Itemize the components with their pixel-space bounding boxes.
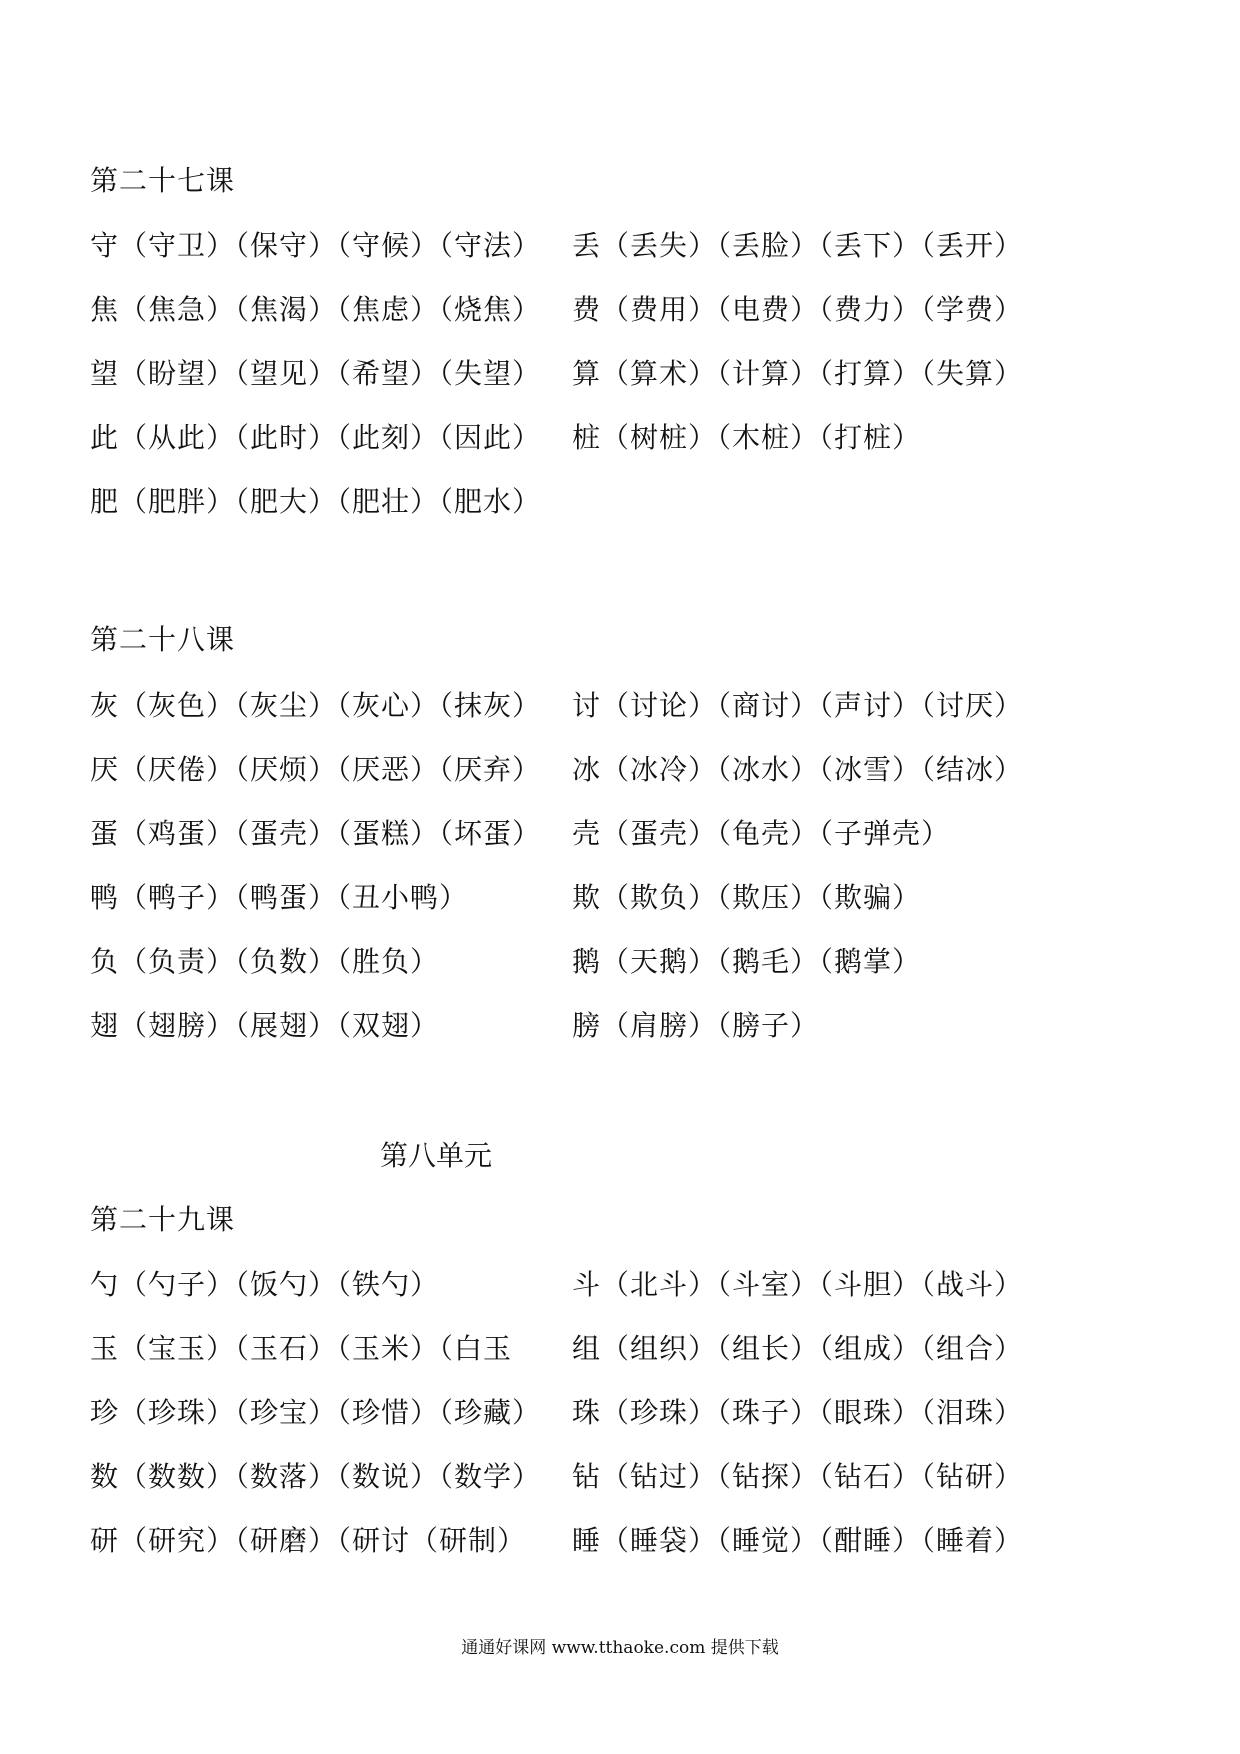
word-row bbox=[90, 942, 1190, 1006]
word-entry: 翅（翅膀）（展翅）（双翅） bbox=[90, 1009, 440, 1042]
word-entry: 算（算术）（计算）（打算）（失算） bbox=[572, 357, 1024, 390]
lesson-29 bbox=[90, 1202, 1190, 1238]
word-entry: 厌（厌倦）（厌烦）（厌恶）（厌弃） bbox=[90, 753, 542, 786]
lesson-28 bbox=[90, 622, 1190, 658]
word-entry: 鸭（鸭子）（鸭蛋）（丑小鸭） bbox=[90, 881, 469, 914]
word-entry: 负（负责）（负数）（胜负） bbox=[90, 945, 440, 978]
word-row bbox=[90, 878, 1190, 942]
word-row bbox=[90, 750, 1190, 814]
lesson-27 bbox=[90, 163, 1190, 199]
word-row bbox=[90, 1457, 1190, 1521]
word-row bbox=[90, 226, 1190, 290]
lesson-title: 第二十七课 bbox=[90, 164, 236, 197]
word-entry: 冰（冰冷）（冰水）（冰雪）（结冰） bbox=[572, 753, 1024, 786]
word-entry: 桩（树桩）（木桩）（打桩） bbox=[572, 421, 922, 454]
word-entry: 费（费用）（电费）（费力）（学费） bbox=[572, 293, 1024, 326]
lesson-27-list bbox=[90, 226, 1190, 546]
word-entry: 研（研究）（研磨）（研讨（研制） bbox=[90, 1524, 527, 1557]
word-entry: 蛋（鸡蛋）（蛋壳）（蛋糕）（坏蛋） bbox=[90, 817, 542, 850]
word-row bbox=[90, 290, 1190, 354]
word-row bbox=[90, 1329, 1190, 1393]
word-entry: 斗（北斗）（斗室）（斗胆）（战斗） bbox=[572, 1268, 1024, 1301]
word-row bbox=[90, 1265, 1190, 1329]
word-entry: 壳（蛋壳）（龟壳）（子弹壳） bbox=[572, 817, 951, 850]
lesson-title: 第二十九课 bbox=[90, 1203, 236, 1236]
word-entry: 灰（灰色）（灰尘）（灰心）（抹灰） bbox=[90, 689, 542, 722]
word-entry: 肥（肥胖）（肥大）（肥壮）（肥水） bbox=[90, 485, 542, 518]
word-entry: 膀（肩膀）（膀子） bbox=[572, 1009, 820, 1042]
unit-title: 第八单元 bbox=[380, 1139, 493, 1172]
word-entry: 珠（珍珠）（珠子）（眼珠）（泪珠） bbox=[572, 1396, 1024, 1429]
word-entry: 欺（欺负）（欺压）（欺骗） bbox=[572, 881, 922, 914]
word-entry: 睡（睡袋）（睡觉）（酣睡）（睡着） bbox=[572, 1524, 1024, 1557]
word-entry: 望（盼望）（望见）（希望）（失望） bbox=[90, 357, 542, 390]
word-entry: 钻（钻过）（钻探）（钻石）（钻研） bbox=[572, 1460, 1024, 1493]
lesson-title: 第二十八课 bbox=[90, 623, 236, 656]
word-row bbox=[90, 418, 1190, 482]
lesson-28-list bbox=[90, 686, 1190, 1070]
word-entry: 此（从此）（此时）（此刻）（因此） bbox=[90, 421, 542, 454]
word-entry: 守（守卫）（保守）（守候）（守法） bbox=[90, 229, 542, 262]
word-entry: 丢（丢失）（丢脸）（丢下）（丢开） bbox=[572, 229, 1024, 262]
word-row bbox=[90, 1006, 1190, 1070]
word-row bbox=[90, 1521, 1190, 1585]
word-entry: 玉（宝玉）（玉石）（玉米）（白玉 bbox=[90, 1332, 513, 1365]
word-row bbox=[90, 814, 1190, 878]
word-entry: 讨（讨论）（商讨）（声讨）（讨厌） bbox=[572, 689, 1024, 722]
word-row bbox=[90, 1393, 1190, 1457]
word-row bbox=[90, 686, 1190, 750]
word-row bbox=[90, 482, 1190, 546]
word-row bbox=[90, 354, 1190, 418]
word-entry: 珍（珍珠）（珍宝）（珍惜）（珍藏） bbox=[90, 1396, 542, 1429]
footer-credit: 通通好课网 www.tthaoke.com 提供下载 bbox=[461, 1638, 779, 1658]
word-entry: 焦（焦急）（焦渴）（焦虑）（烧焦） bbox=[90, 293, 542, 326]
word-entry: 勺（勺子）（饭勺）（铁勺） bbox=[90, 1268, 440, 1301]
lesson-29-list bbox=[90, 1265, 1190, 1585]
word-entry: 鹅（天鹅）（鹅毛）（鹅掌） bbox=[572, 945, 922, 978]
word-entry: 数（数数）（数落）（数说）（数学） bbox=[90, 1460, 542, 1493]
word-entry: 组（组织）（组长）（组成）（组合） bbox=[572, 1332, 1024, 1365]
